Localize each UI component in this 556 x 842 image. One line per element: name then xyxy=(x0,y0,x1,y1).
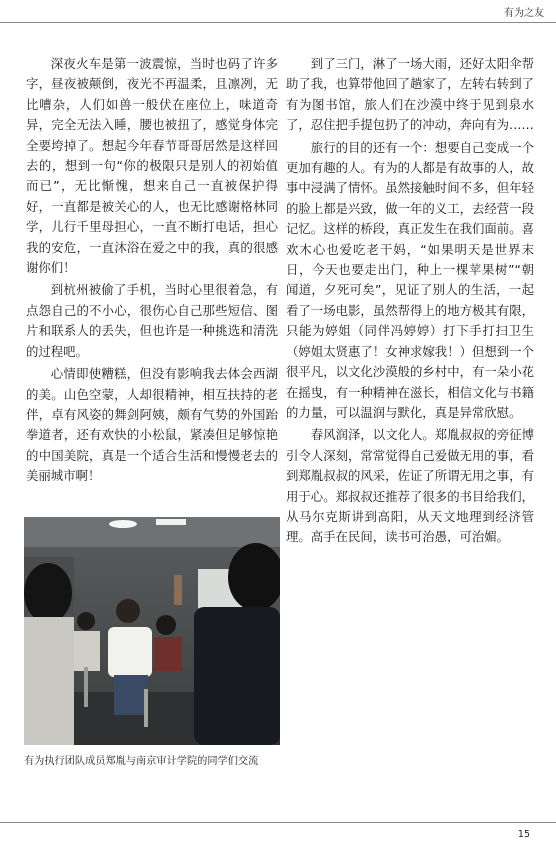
header-bar xyxy=(0,0,556,23)
paragraph: 到了三门，淋了一场大雨，还好太阳伞帮助了我，也算带他回了趟家了，左转右转到了有为图书馆，旅人们在沙漠中终于见到泉水了，忍住把手提包扔了的冲动，奔向有为…… xyxy=(286,56,534,133)
paragraph: 深夜火车是第一波震惊，当时也码了许多字，昼夜被颠倒，夜光不再温柔，且凛冽，无比嘈杂，人们如兽一般伏在座位上，味道奇异，完全无法入睡，腰也被扭了，感觉身体完全要垮掉了。想起今年春节哥哥居然是这样回去的，想到一句“你的极限只是别人的初始值而已”，无比惭愧，想来自己一直被保护得好，一直都是被关心的人，也无比感谢格林同学，儿行千里母担心，一直不断打电话，担心我的安危，一直沐浴在爱之中的我，真的很感谢你们！ xyxy=(26,56,278,276)
photo-illustration xyxy=(24,517,280,745)
discussion-photo xyxy=(24,517,280,745)
paragraph: 春风润泽，以文化人。郑胤叔叔的旁征博引令人深刻，常常觉得自己爱做无用的事，看到郑胤叔叔的风采，佐证了所谓无用之事，有用于心。郑叔叔还推荐了很多的书目给我们，从马尔克斯讲到高阳，从天文地理到经济管理。高手在民间，读书可治愚，可治媚。 xyxy=(286,427,534,545)
page-number: 15 xyxy=(517,829,530,840)
photo-caption: 有为执行团队成员郑胤与南京审计学院的同学们交流 xyxy=(24,756,259,767)
right-column xyxy=(286,54,534,550)
paragraph: 旅行的目的还有一个：想要自己变成一个更加有趣的人。有为的人都是有故事的人，故事中浸满了情怀。虽然接触时间不多，但年轻的脸上都是兴致，做一年的义工，去经营一段记忆。这样的桥段，真正发生在我们面前。喜欢木心也爱吃老干妈，“如果明天是世界末日，今天也要走出门，种上一棵苹果树”“朝闻道，夕死可矣”，见证了别人的生活，一起看了一场电影，虽然帮得上的地方极其有限，只能为婷姐（同伴冯婷婷）打下手打扫卫生（婷姐太贤惠了！女神求嫁我！）但想到一个很平凡，以文化沙漠般的乡村中，有一朵小花在摇曳，有一种精神在滋长，相信文化与书籍的力量，可以温润与默化，真是异常欣慰。 xyxy=(286,139,534,420)
paragraph: 到杭州被偷了手机，当时心里很着急，有点怨自己的不小心，很伤心自己那些短信、图片和联系人的丢失，但也许是一种挑选和清洗的过程吧。 xyxy=(26,282,278,359)
header-title: 有为之友 xyxy=(504,8,544,19)
paragraph: 心情即使糟糕，但没有影响我去体会西湖的美。山色空蒙，人却很精神，相互扶持的老伴，卓有风姿的舞剑阿姨，颇有气势的外国跆拳道者，还有欢快的小松鼠，紧凑但足够惊艳的中国美院，真是一个适合生活和慢慢老去的美丽城市啊！ xyxy=(26,366,278,484)
left-column xyxy=(26,54,278,489)
footer-divider xyxy=(0,822,556,823)
